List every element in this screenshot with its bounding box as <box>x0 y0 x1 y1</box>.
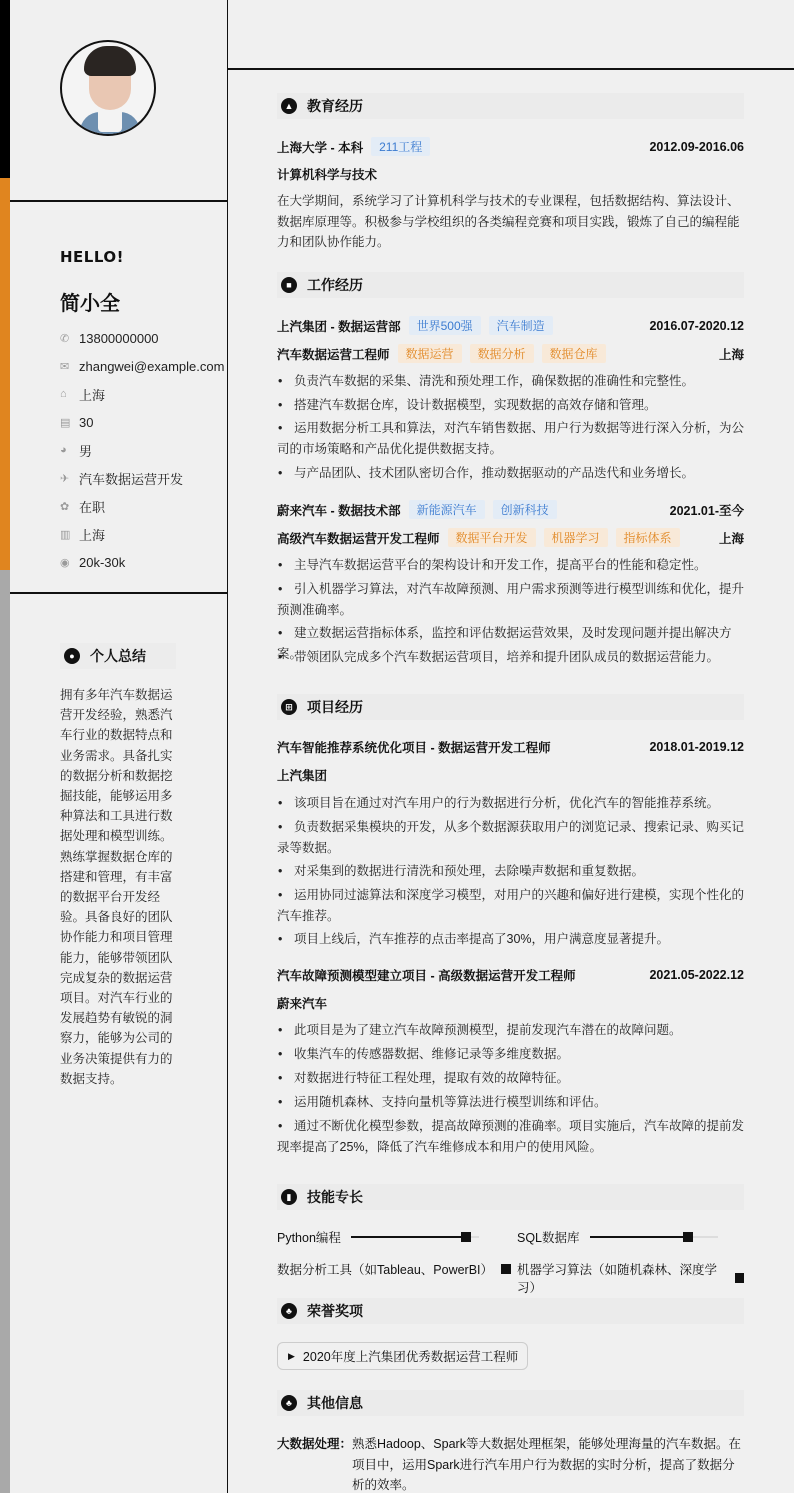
skill-bar <box>735 1273 744 1283</box>
project-bullet: • 对采集到的数据进行清洗和预处理，去除噪声数据和重复数据。 <box>277 861 744 882</box>
chart-icon: ▮ <box>281 1189 297 1205</box>
divider <box>10 592 228 594</box>
briefcase-icon: ■ <box>281 277 297 293</box>
project-bullet: • 负责数据采集模块的开发，从多个数据源获取用户的浏览记录、搜索记录、购买记录等数据。 <box>277 817 744 858</box>
project-bullet: • 项目上线后，汽车推荐的点击率提高了30%，用户满意度显著提升。 <box>277 929 744 950</box>
section-other: ♣ 其他信息 <box>277 1390 744 1416</box>
job-bullet: • 运用数据分析工具和算法，对汽车销售数据、用户行为数据等进行深入分析，为公司的市场策略和产品优化提供数据支持。 <box>277 418 744 459</box>
section-skills: ▮ 技能专长 <box>277 1184 744 1210</box>
skill-item: SQL数据库 <box>517 1228 718 1246</box>
project-org: 上汽集团 <box>277 769 328 783</box>
project-bullet: • 运用随机森林、支持向量机等算法进行模型训练和评估。 <box>277 1092 744 1113</box>
avatar <box>60 40 156 136</box>
info-email: ✉ zhangwei@example.com <box>60 358 225 374</box>
job-bullet: • 带领团队完成多个汽车数据运营项目，培养和提升团队成员的数据运营能力。 <box>277 647 744 668</box>
accent-strip-orange <box>0 178 10 570</box>
job-bullet: • 建立数据运营指标体系，监控和评估数据运营效果，及时发现问题并提出解决方案。 <box>277 623 744 664</box>
skill-bar <box>351 1236 479 1238</box>
divider <box>10 200 228 202</box>
age-icon: ▤ <box>60 416 71 429</box>
job-role: 高级汽车数据运营开发工程师 数据平台开发 机器学习 指标体系 上海 <box>277 528 744 547</box>
skill-item: Python编程 <box>277 1228 479 1246</box>
home-icon: ⌂ <box>60 388 67 400</box>
skill-bar <box>590 1236 718 1238</box>
plane-icon: ✈ <box>60 472 70 485</box>
other-item: 大数据处理： 熟悉Hadoop、Spark等大数据处理框架，能够处理海量的汽车数据。在项目中，运用Spark进行汽车用户行为数据的实时分析，提高了数据分析的效率。 <box>277 1437 741 1492</box>
project-bullet: • 通过不断优化模型参数，提高故障预测的准确率。项目实施后，汽车故障的提前发现率提高了25%，降低了汽车维修成本和用户的使用风险。 <box>277 1116 744 1157</box>
info-phone: ✆ 13800000000 <box>60 330 159 346</box>
project-bullet: • 收集汽车的传感器数据、维修记录等多维度数据。 <box>277 1044 744 1065</box>
job-header: 上汽集团 - 数据运营部 世界500强 汽车制造 2016.07-2020.12 <box>277 316 744 335</box>
project-org: 蔚来汽车 <box>277 997 328 1011</box>
candidate-name: 简小全 <box>60 293 120 315</box>
skill-item: 数据分析工具（如Tableau、PowerBI） <box>277 1260 511 1278</box>
job-bullet: • 与产品团队、技术团队密切合作，推动数据驱动的产品迭代和业务增长。 <box>277 463 744 484</box>
job-bullet: • 引入机器学习算法，对汽车故障预测、用户需求预测等进行模型训练和优化，提升预测准确率。 <box>277 579 744 620</box>
accent-strip-black <box>0 0 10 178</box>
education-header <box>277 137 744 156</box>
info-city: ▥ 上海 <box>60 527 106 543</box>
mail-icon: ✉ <box>60 360 70 373</box>
contact-info <box>60 324 224 576</box>
header-divider <box>228 68 794 70</box>
summary-text: 拥有多年汽车数据运营开发经验，熟悉汽车行业的数据特点和业务需求。具备扎实的数据分析和数据挖掘技能，能够运用多种算法和工具进行数据处理和模型训练。熟练掌握数据仓库的搭建和管理，有丰富的数据平台开发经验。具备良好的团队协作能力和项目管理能力，能够带领团队完成复杂的数据运营项目。对汽车行业的发展趋势有敏锐的洞察力，能够为公司的业务决策提供有力的数据支持。 <box>60 688 173 1086</box>
education-desc: 在大学期间，系统学习了计算机科学与技术的专业课程，包括数据结构、算法设计、数据库原理等。积极参与学校组织的各类编程竞赛和项目实践，锻炼了自己的编程能力和团队协作能力。 <box>277 194 740 249</box>
info-salary: ◉ 20k-30k <box>60 554 126 570</box>
award-icon: ♣ <box>281 1303 297 1319</box>
greeting: HELLO! <box>60 248 124 266</box>
project-bullet: • 该项目旨在通过对汽车用户的行为数据进行分析，优化汽车的智能推荐系统。 <box>277 793 744 814</box>
phone-icon: ✆ <box>60 332 70 345</box>
project-bullet: • 对数据进行特征工程处理，提取有效的故障特征。 <box>277 1068 744 1089</box>
grid-icon: ⊞ <box>281 699 297 715</box>
section-awards: ♣ 荣誉奖项 <box>277 1298 744 1324</box>
project-header: 汽车智能推荐系统优化项目 - 数据运营开发工程师 2018.01-2019.12 <box>277 740 744 755</box>
section-projects: ⊞ 项目经历 <box>277 694 744 720</box>
salary-icon: ◉ <box>60 556 70 569</box>
user-icon: ● <box>64 648 80 664</box>
skill-bar <box>501 1264 511 1274</box>
tag: 211工程 <box>371 137 430 156</box>
job-role: 汽车数据运营工程师 数据运营 数据分析 数据仓库 上海 <box>277 344 744 363</box>
section-education: ▲ 教育经历 <box>277 93 744 119</box>
award-item[interactable]: ▶ 2020年度上汽集团优秀数据运营工程师 <box>277 1342 528 1370</box>
job-bullet: • 主导汽车数据运营平台的架构设计和开发工作，提高平台的性能和稳定性。 <box>277 555 744 576</box>
info-location: ⌂ 上海 <box>60 387 106 403</box>
job-bullet: • 负责汽车数据的采集、清洗和预处理工作，确保数据的准确性和完整性。 <box>277 371 744 392</box>
building-icon: ▥ <box>60 528 71 541</box>
skill-item: 机器学习算法（如随机森林、深度学习） <box>517 1260 744 1296</box>
job-bullet: • 搭建汽车数据仓库，设计数据模型，实现数据的高效存储和管理。 <box>277 395 744 416</box>
info-icon: ♣ <box>281 1395 297 1411</box>
date: 2012.09-2016.06 <box>649 139 744 154</box>
major-row <box>277 165 744 183</box>
project-header: 汽车故障预测模型建立项目 - 高级数据运营开发工程师 2021.05-2022.12 <box>277 968 744 983</box>
summary-heading: ● 个人总结 <box>60 643 176 669</box>
info-position: ✈ 汽车数据运营开发 <box>60 471 184 487</box>
triangle-right-icon: ▶ <box>288 1350 295 1361</box>
project-bullet: • 此项目是为了建立汽车故障预测模型，提前发现汽车潜在的故障问题。 <box>277 1020 744 1041</box>
status-icon: ✿ <box>60 500 70 513</box>
project-bullet: • 运用协同过滤算法和深度学习模型，对用户的兴趣和偏好进行建模，实现个性化的汽车推荐。 <box>277 885 744 926</box>
graduation-cap-icon: ▲ <box>281 98 297 114</box>
accent-strip-gray <box>0 570 10 1493</box>
major: 计算机科学与技术 <box>277 168 378 182</box>
info-age: ▤ 30 <box>60 414 94 430</box>
gender-icon: ◕ <box>60 444 67 456</box>
job-header: 蔚来汽车 - 数据技术部 新能源汽车 创新科技 2021.01-至今 <box>277 500 744 519</box>
info-status: ✿ 在职 <box>60 499 106 515</box>
info-gender: ◕ 男 <box>60 443 93 459</box>
school: 上海大学 - 本科 <box>277 140 364 155</box>
section-work: ■ 工作经历 <box>277 272 744 298</box>
